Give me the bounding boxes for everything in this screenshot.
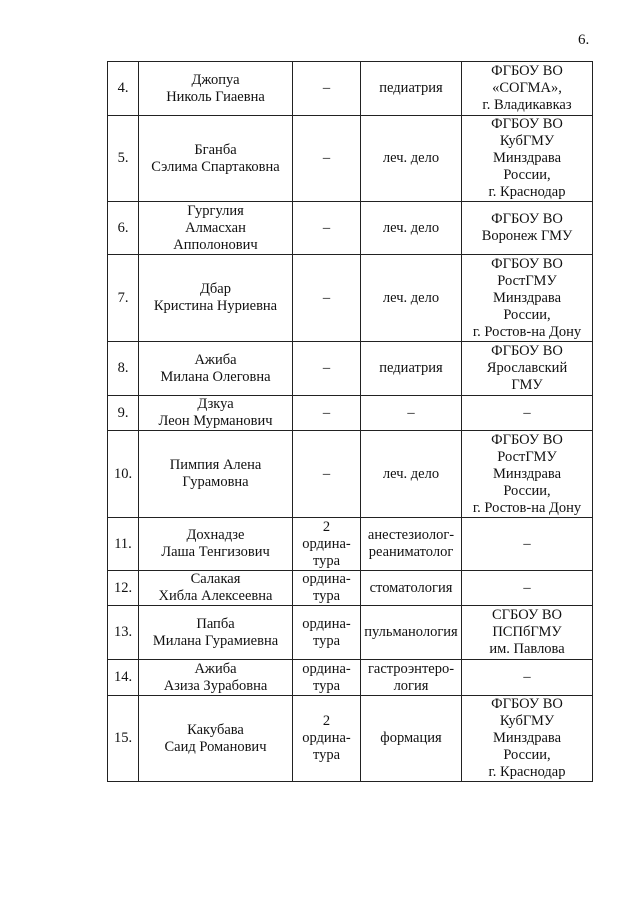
specialty: леч. дело [361, 255, 462, 342]
student-name: Джопуа Николь Гиаевна [139, 62, 293, 116]
study-level: 2 ордина- тура [293, 518, 361, 571]
study-level: ордина- тура [293, 606, 361, 660]
row-number: 15. [108, 696, 139, 782]
specialty: формация [361, 696, 462, 782]
specialty: леч. дело [361, 116, 462, 202]
student-name: Ажиба Азиза Зурабовна [139, 660, 293, 696]
student-name: Дзкуа Леон Мурманович [139, 396, 293, 431]
university: – [462, 396, 593, 431]
study-level: – [293, 116, 361, 202]
student-name: Дбар Кристина Нуриевна [139, 255, 293, 342]
row-number: 9. [108, 396, 139, 431]
students-table [107, 61, 593, 782]
row-number: 11. [108, 518, 139, 571]
specialty: гастроэнтеро- логия [361, 660, 462, 696]
student-name: Папба Милана Гурамиевна [139, 606, 293, 660]
table-row [108, 396, 593, 431]
specialty: стоматология [361, 571, 462, 606]
page-number: 6. [578, 32, 590, 48]
study-level: – [293, 202, 361, 255]
university: ФГБОУ ВО РостГМУ Минздрава России, г. Ростов-на Дону [462, 431, 593, 518]
row-number: 5. [108, 116, 139, 202]
table-row [108, 62, 593, 116]
specialty: анестезиолог- реаниматолог [361, 518, 462, 571]
student-name: Салакая Хибла Алексеевна [139, 571, 293, 606]
university: ФГБОУ ВО КубГМУ Минздрава России, г. Краснодар [462, 116, 593, 202]
study-level: ордина- тура [293, 660, 361, 696]
student-name: Ажиба Милана Олеговна [139, 342, 293, 396]
university: – [462, 660, 593, 696]
student-name: Какубава Саид Романович [139, 696, 293, 782]
table-row [108, 431, 593, 518]
table-row [108, 342, 593, 396]
study-level: 2 ордина- тура [293, 696, 361, 782]
student-name: Бганба Сэлима Спартаковна [139, 116, 293, 202]
table-row [108, 571, 593, 606]
specialty: педиатрия [361, 342, 462, 396]
table-row [108, 660, 593, 696]
table-row [108, 202, 593, 255]
specialty: леч. дело [361, 202, 462, 255]
row-number: 4. [108, 62, 139, 116]
row-number: 13. [108, 606, 139, 660]
study-level: – [293, 396, 361, 431]
student-name: Гургулия Алмасхан Апполонович [139, 202, 293, 255]
university: – [462, 518, 593, 571]
student-name: Дохнадзе Лаша Тенгизович [139, 518, 293, 571]
university: – [462, 571, 593, 606]
university: СГБОУ ВО ПСПбГМУ им. Павлова [462, 606, 593, 660]
study-level: – [293, 342, 361, 396]
specialty: пульманология [361, 606, 462, 660]
specialty: – [361, 396, 462, 431]
table-row [108, 696, 593, 782]
university: ФГБОУ ВО КубГМУ Минздрава России, г. Краснодар [462, 696, 593, 782]
specialty: леч. дело [361, 431, 462, 518]
row-number: 8. [108, 342, 139, 396]
student-name: Пимпия Алена Гурамовна [139, 431, 293, 518]
study-level: – [293, 431, 361, 518]
university: ФГБОУ ВО «СОГМА», г. Владикавказ [462, 62, 593, 116]
row-number: 7. [108, 255, 139, 342]
study-level: – [293, 62, 361, 116]
row-number: 10. [108, 431, 139, 518]
table-row [108, 606, 593, 660]
row-number: 14. [108, 660, 139, 696]
table-row [108, 116, 593, 202]
university: ФГБОУ ВО РостГМУ Минздрава России, г. Ростов-на Дону [462, 255, 593, 342]
table-row [108, 255, 593, 342]
table-row [108, 518, 593, 571]
row-number: 12. [108, 571, 139, 606]
row-number: 6. [108, 202, 139, 255]
specialty: педиатрия [361, 62, 462, 116]
university: ФГБОУ ВО Воронеж ГМУ [462, 202, 593, 255]
study-level: ордина- тура [293, 571, 361, 606]
university: ФГБОУ ВО Ярославский ГМУ [462, 342, 593, 396]
study-level: – [293, 255, 361, 342]
